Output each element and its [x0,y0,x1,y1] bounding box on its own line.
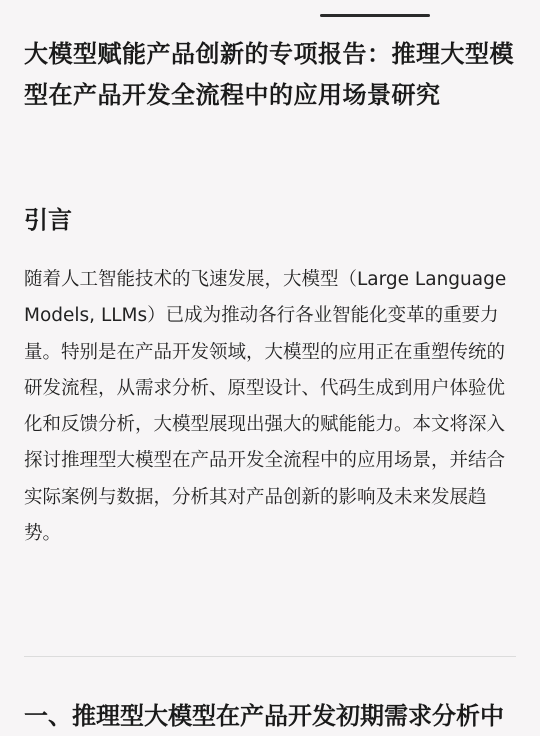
section-divider [24,656,516,657]
intro-paragraph: 随着人工智能技术的飞速发展，大模型（Large Language Models, LLMs）已成为推动各行各业智能化变革的重要力量。特别是在产品开发领域，大模型的应用正在重塑传统的研发流程，从需求分析、原型设计、代码生成到用户体验优化和反馈分析，大模型展现出强大的赋能能力。本文将深入探讨推理型大模型在产品开发全流程中的应用场景，并结合实际案例与数据，分析其对产品创新的影响及未来发展趋势。 [24,269,507,545]
document-title: 大模型赋能产品创新的专项报告：推理大型模型在产品开发全流程中的应用场景研究 [24,40,514,109]
intro-heading: 引言 [24,206,72,234]
scroll-indicator [320,14,430,17]
section-one-heading: 一、推理型大模型在产品开发初期需求分析中 [24,702,504,730]
